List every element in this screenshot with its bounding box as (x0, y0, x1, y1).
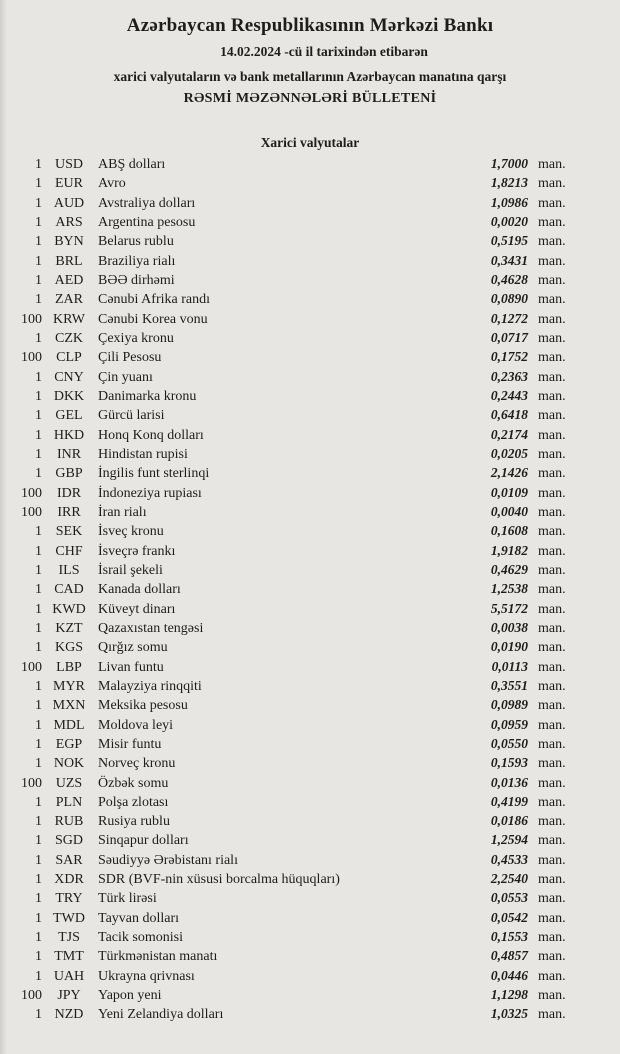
unit-label: man. (538, 640, 566, 656)
rate-quantity: 1 (35, 833, 42, 849)
rate-quantity: 1 (35, 930, 42, 946)
currency-name: Cənubi Korea vonu (98, 311, 208, 327)
rate-quantity: 100 (21, 659, 42, 675)
unit-label: man. (538, 272, 566, 288)
currency-name: Moldova leyi (98, 717, 174, 733)
rate-row (0, 792, 574, 811)
rate-value: 0,0890 (490, 291, 528, 307)
currency-code: UAH (53, 968, 85, 984)
rate-value: 0,2174 (490, 426, 528, 442)
currency-name: Tayvan dolları (98, 910, 180, 926)
bank-name-title: Azərbaycan Respublikasının Mərkəzi Bankı (126, 15, 494, 36)
rate-quantity: 1 (35, 214, 42, 230)
currency-name: Kanada dolları (98, 582, 181, 598)
rate-value: 0,0553 (490, 890, 528, 906)
rate-row (0, 888, 574, 907)
rate-row (0, 347, 574, 366)
currency-name: Qırğız somu (98, 640, 168, 656)
rate-value: 2,2540 (490, 871, 528, 887)
currency-code: BRL (55, 253, 83, 269)
unit-label: man. (538, 350, 566, 366)
unit-label: man. (538, 524, 566, 540)
currency-code: IDR (56, 485, 82, 501)
rate-row (0, 618, 574, 637)
currency-name: Hindistan rupisi (98, 446, 188, 462)
currency-code: GEL (55, 408, 83, 424)
currency-code: MXN (52, 698, 86, 714)
rate-row (0, 367, 574, 386)
rate-quantity: 1 (35, 756, 42, 772)
currency-code: SEK (55, 524, 83, 540)
currency-code: KZT (55, 620, 83, 636)
currency-code: CAD (54, 582, 84, 598)
unit-label: man. (538, 195, 566, 211)
currency-name: SDR (BVF-nin xüsusi borcalma hüquqları) (98, 872, 340, 888)
unit-label: man. (538, 756, 566, 772)
currency-code: SGD (54, 833, 83, 849)
rate-row (0, 309, 574, 328)
unit-label: man. (538, 988, 566, 1004)
unit-label: man. (538, 678, 566, 694)
unit-label: man. (538, 1007, 566, 1023)
unit-label: man. (538, 775, 566, 791)
rate-row (0, 502, 574, 521)
unit-label: man. (538, 388, 566, 404)
rate-value: 0,0020 (490, 213, 528, 229)
rate-value: 0,4199 (490, 793, 528, 809)
rate-quantity: 100 (21, 504, 42, 520)
currency-name: Meksika pesosu (98, 698, 188, 714)
currency-code: SAR (55, 852, 83, 868)
currency-name: Sinqapur dolları (98, 833, 189, 849)
rate-value: 1,1298 (490, 987, 528, 1003)
rate-quantity: 1 (35, 408, 42, 424)
currency-code: INR (56, 446, 82, 462)
rate-quantity: 1 (35, 524, 42, 540)
rate-row (0, 483, 574, 502)
rate-row (0, 676, 574, 695)
unit-label: man. (538, 949, 566, 965)
rate-value: 1,7000 (490, 156, 528, 171)
unit-label: man. (538, 736, 566, 752)
rate-row (0, 386, 574, 405)
rate-value: 0,0190 (490, 639, 528, 655)
rate-quantity: 100 (21, 775, 42, 791)
currency-code: CNY (54, 369, 84, 385)
rate-value: 0,1553 (490, 929, 528, 945)
rate-row (0, 850, 574, 869)
rate-row (0, 715, 574, 734)
currency-name: Tacik somonisi (98, 930, 183, 946)
unit-label: man. (538, 485, 566, 501)
rate-value: 0,2443 (490, 387, 528, 403)
currency-code: GBP (55, 466, 83, 482)
currency-code: KWD (52, 601, 86, 617)
unit-label: man. (538, 504, 566, 520)
rate-quantity: 1 (35, 678, 42, 694)
rate-quantity: 1 (35, 968, 42, 984)
currency-name: Qazaxıstan tengəsi (98, 620, 204, 636)
rate-row (0, 1004, 574, 1023)
currency-name: ABŞ dolları (98, 157, 166, 172)
currency-name: Danimarka kronu (98, 388, 197, 404)
currency-code: ILS (58, 562, 80, 578)
rate-quantity: 1 (35, 620, 42, 636)
rate-row (0, 966, 574, 985)
rate-quantity: 1 (35, 157, 42, 172)
effective-date-line: 14.02.2024 -cü il tarixindən etibarən (220, 44, 428, 59)
rate-value: 1,8213 (490, 175, 528, 191)
rate-quantity: 1 (35, 814, 42, 830)
rate-row (0, 541, 574, 560)
rate-value: 0,0989 (490, 697, 528, 713)
rate-quantity: 1 (35, 176, 42, 192)
rate-quantity: 1 (35, 427, 42, 443)
rate-quantity: 1 (35, 388, 42, 404)
rate-row (0, 773, 574, 792)
currency-code: TWD (53, 910, 85, 926)
unit-label: man. (538, 968, 566, 984)
currency-name: Avstraliya dolları (98, 195, 196, 211)
currency-name: İran rialı (98, 504, 147, 520)
currency-code: CZK (55, 330, 83, 346)
currency-name: Səudiyyə Ərəbistanı rialı (98, 852, 238, 868)
section-title-foreign-currencies: Xarici valyutalar (260, 135, 360, 150)
rate-quantity: 100 (21, 988, 42, 1004)
unit-label: man. (538, 311, 566, 327)
rate-value: 0,1593 (490, 755, 528, 771)
currency-name: İsveç kronu (98, 524, 164, 540)
currency-name: BƏƏ dirhəmi (98, 272, 175, 288)
currency-name: Polşa zlotası (98, 794, 169, 810)
unit-label: man. (538, 369, 566, 385)
currency-name: Avro (98, 176, 126, 192)
rate-value: 0,0446 (490, 967, 528, 983)
currency-code: USD (54, 157, 83, 172)
currency-name: Livan funtu (98, 659, 164, 675)
currency-code: PLN (55, 794, 83, 810)
rate-row (0, 753, 574, 772)
rate-value: 1,0986 (490, 194, 528, 210)
unit-label: man. (538, 582, 566, 598)
currency-name: Çili Pesosu (98, 350, 162, 366)
rate-quantity: 1 (35, 910, 42, 926)
rate-row (0, 425, 574, 444)
rate-quantity: 1 (35, 601, 42, 617)
rate-quantity: 100 (21, 350, 42, 366)
currency-code: LBP (56, 659, 82, 675)
currency-code: NOK (53, 756, 85, 772)
currency-code: NZD (54, 1007, 84, 1023)
unit-label: man. (538, 930, 566, 946)
rate-quantity: 100 (21, 485, 42, 501)
rate-row (0, 212, 574, 231)
rate-quantity: 1 (35, 369, 42, 385)
rate-row (0, 231, 574, 250)
currency-code: XDR (54, 872, 84, 888)
rate-quantity: 1 (35, 717, 42, 733)
currency-name: Rusiya rublu (98, 814, 170, 830)
rate-quantity: 1 (35, 891, 42, 907)
currency-name: Çin yuanı (98, 369, 153, 385)
currency-name: Braziliya rialı (98, 253, 176, 269)
rate-quantity: 1 (35, 640, 42, 656)
rate-value: 0,4533 (490, 851, 528, 867)
rate-row (0, 405, 574, 424)
currency-name: Misir funtu (98, 736, 162, 752)
rate-row (0, 869, 574, 888)
rate-value: 0,5195 (490, 233, 528, 249)
rate-row (0, 270, 574, 289)
rate-row (0, 599, 574, 618)
bulletin-subtitle: xarici valyutaların və bank metallarının Azərbaycan manatına qarşı (113, 69, 507, 84)
currency-code: HKD (53, 427, 85, 443)
rate-value: 0,3431 (490, 252, 528, 268)
rate-row (0, 251, 574, 270)
rate-row (0, 637, 574, 656)
rate-value: 1,2538 (490, 581, 528, 597)
rate-quantity: 1 (35, 852, 42, 868)
currency-name: Norveç kronu (98, 756, 176, 772)
rate-quantity: 1 (35, 794, 42, 810)
unit-label: man. (538, 872, 566, 888)
unit-label: man. (538, 427, 566, 443)
rate-value: 0,0550 (490, 735, 528, 751)
currency-code: JPY (57, 988, 81, 1004)
rate-quantity: 1 (35, 446, 42, 462)
currency-code: DKK (53, 388, 85, 404)
unit-label: man. (538, 157, 566, 172)
currency-code: KRW (53, 311, 85, 327)
rate-quantity: 1 (35, 949, 42, 965)
currency-code: CLP (56, 350, 82, 366)
unit-label: man. (538, 620, 566, 636)
currency-name: Yapon yeni (98, 988, 162, 1004)
currency-name: İndoneziya rupiası (98, 485, 202, 501)
currency-code: CHF (55, 543, 83, 559)
rate-row (0, 734, 574, 753)
rate-value: 0,3551 (490, 677, 528, 693)
currency-name: Belarus rublu (98, 234, 174, 250)
rate-quantity: 1 (35, 582, 42, 598)
currency-name: Gürcü larisi (98, 408, 165, 424)
unit-label: man. (538, 234, 566, 250)
currency-name: Küveyt dinarı (98, 601, 176, 617)
rate-value: 5,5172 (490, 600, 528, 616)
unit-label: man. (538, 292, 566, 308)
rate-quantity: 1 (35, 466, 42, 482)
currency-code: TRY (55, 891, 83, 907)
currency-code: AUD (53, 195, 85, 211)
rate-row (0, 579, 574, 598)
rate-row (0, 463, 574, 482)
unit-label: man. (538, 176, 566, 192)
rate-quantity: 1 (35, 330, 42, 346)
currency-code: MYR (53, 678, 85, 694)
rate-row (0, 560, 574, 579)
rate-value: 1,9182 (490, 542, 528, 558)
unit-label: man. (538, 330, 566, 346)
rates-list (0, 154, 620, 1024)
rate-value: 0,0136 (490, 774, 528, 790)
rate-value: 0,0205 (490, 445, 528, 461)
rate-quantity: 1 (35, 698, 42, 714)
currency-name: İsrail şekeli (98, 562, 163, 578)
currency-name: Çexiya kronu (98, 330, 174, 346)
currency-name: Yeni Zelandiya dolları (98, 1007, 224, 1023)
rate-quantity: 1 (35, 292, 42, 308)
rate-row (0, 154, 574, 173)
rate-value: 0,0040 (490, 503, 528, 519)
unit-label: man. (538, 408, 566, 424)
unit-label: man. (538, 659, 566, 675)
rate-value: 0,6418 (490, 407, 528, 423)
unit-label: man. (538, 717, 566, 733)
currency-code: KGS (54, 640, 83, 656)
unit-label: man. (538, 601, 566, 617)
rate-value: 0,0959 (490, 716, 528, 732)
currency-code: ZAR (55, 292, 83, 308)
currency-code: UZS (55, 775, 83, 791)
rate-quantity: 1 (35, 234, 42, 250)
rate-value: 0,4628 (490, 271, 528, 287)
currency-code: ARS (55, 214, 83, 230)
rate-value: 0,1272 (490, 310, 528, 326)
rate-value: 0,0186 (490, 813, 528, 829)
currency-code: BYN (54, 234, 84, 250)
bulletin-title: RƏSMİ MƏZƏNNƏLƏRİ BÜLLETENİ (183, 91, 437, 106)
rate-value: 0,1608 (490, 523, 528, 539)
rate-value: 1,0325 (490, 1006, 528, 1022)
unit-label: man. (538, 543, 566, 559)
rate-value: 0,4629 (490, 561, 528, 577)
rate-value: 0,0717 (490, 329, 528, 345)
rate-row (0, 328, 574, 347)
unit-label: man. (538, 562, 566, 578)
rate-quantity: 1 (35, 253, 42, 269)
rate-value: 1,2594 (490, 832, 528, 848)
currency-name: Argentina pesosu (98, 214, 196, 230)
rate-row (0, 521, 574, 540)
rate-value: 0,0542 (490, 909, 528, 925)
currency-name: Malayziya rinqqiti (98, 678, 202, 694)
currency-name: Özbək somu (98, 775, 169, 791)
currency-name: Honq Konq dolları (98, 427, 204, 443)
unit-label: man. (538, 466, 566, 482)
currency-code: MDL (53, 717, 85, 733)
currency-name: Cənubi Afrika randı (98, 292, 210, 308)
rate-row (0, 695, 574, 714)
rate-value: 0,0038 (490, 619, 528, 635)
bulletin-header (0, 0, 620, 108)
rate-row (0, 444, 574, 463)
rate-value: 0,0109 (490, 484, 528, 500)
unit-label: man. (538, 891, 566, 907)
currency-name: İngilis funt sterlinqi (98, 466, 210, 482)
rate-quantity: 1 (35, 195, 42, 211)
rate-row (0, 908, 574, 927)
unit-label: man. (538, 446, 566, 462)
currency-code: RUB (54, 814, 84, 830)
rate-row (0, 289, 574, 308)
rate-row (0, 657, 574, 676)
unit-label: man. (538, 253, 566, 269)
rate-quantity: 1 (35, 543, 42, 559)
rate-quantity: 1 (35, 872, 42, 888)
currency-code: IRR (57, 504, 81, 520)
currency-code: TMT (54, 949, 84, 965)
unit-label: man. (538, 794, 566, 810)
rate-value: 0,4857 (490, 948, 528, 964)
rate-quantity: 1 (35, 1007, 42, 1023)
unit-label: man. (538, 814, 566, 830)
currency-code: EUR (55, 176, 83, 192)
rate-row (0, 830, 574, 849)
rate-value: 0,2363 (490, 368, 528, 384)
currency-name: Ukrayna qrivnası (98, 968, 195, 984)
rate-value: 0,1752 (490, 349, 528, 365)
rate-value: 0,0113 (491, 658, 528, 674)
rate-value: 2,1426 (490, 465, 528, 481)
currency-code: AED (54, 272, 84, 288)
unit-label: man. (538, 698, 566, 714)
rate-quantity: 1 (35, 736, 42, 752)
rate-row (0, 173, 574, 192)
rate-quantity: 1 (35, 562, 42, 578)
unit-label: man. (538, 833, 566, 849)
unit-label: man. (538, 214, 566, 230)
rate-row (0, 927, 574, 946)
rate-quantity: 1 (35, 272, 42, 288)
currency-code: TJS (58, 930, 80, 946)
rate-row (0, 946, 574, 965)
unit-label: man. (538, 852, 566, 868)
currency-name: Türkmənistan manatı (98, 949, 218, 965)
unit-label: man. (538, 910, 566, 926)
currency-code: EGP (55, 736, 83, 752)
rate-row (0, 193, 574, 212)
rate-quantity: 100 (21, 311, 42, 327)
rate-row (0, 811, 574, 830)
currency-name: Türk lirəsi (98, 891, 157, 907)
currency-name: İsveçrə frankı (98, 543, 176, 559)
rate-row (0, 985, 574, 1004)
